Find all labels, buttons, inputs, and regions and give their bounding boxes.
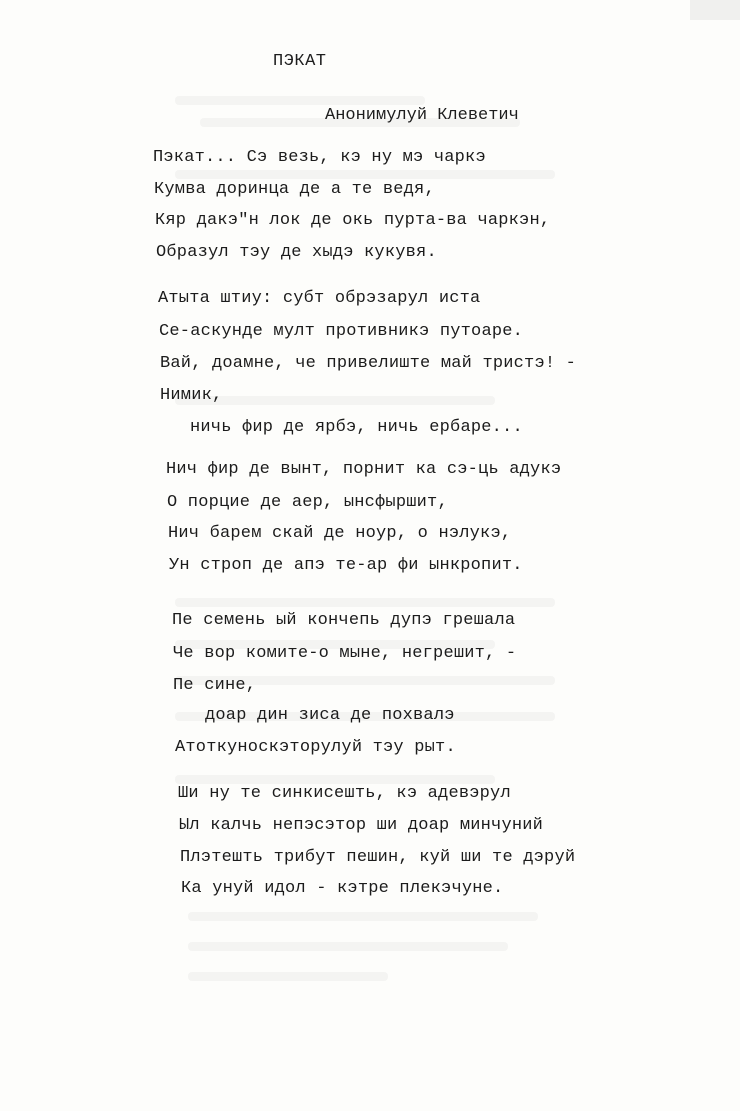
poem-line: Пэкат... Сэ везь, кэ ну мэ чаркэ <box>153 148 486 167</box>
poem-line: Плэтешть трибут пешин, куй ши те дэруй <box>180 848 576 867</box>
bleed-through-mark <box>175 775 495 784</box>
poem-line: Пе сине, <box>173 676 257 695</box>
poem-line: Ыл калчь непэсэтор ши доар минчуний <box>179 816 544 835</box>
poem-line: Нич фир де вынт, порнит ка сэ-ць адукэ <box>166 460 562 479</box>
poem-line: доар дин зиса де похвалэ <box>205 706 455 725</box>
poem-line: Образул тэу де хыдэ кукувя. <box>156 243 437 262</box>
bleed-through-mark <box>175 396 495 405</box>
bleed-through-mark <box>188 942 508 951</box>
bleed-through-mark <box>175 170 555 179</box>
poem-line: Се-аскунде мулт противникэ путоаре. <box>159 322 524 341</box>
poem-line: Кумва доринца де а те ведя, <box>154 180 435 199</box>
bleed-through-mark <box>175 96 425 105</box>
poem-line: Ши ну те синкисешть, кэ адевэрул <box>178 784 511 803</box>
poem-line: Атыта штиу: субт обрэзарул иста <box>158 289 481 308</box>
poem-line: Ка унуй идол - кэтре плекэчуне. <box>181 879 504 898</box>
poem-line: О порцие де аер, ынсфыршит, <box>167 493 448 512</box>
poem-title: ПЭКАТ <box>273 52 327 71</box>
page-corner-shadow <box>690 0 740 20</box>
poem-line: Кяр дакэ"н лок де окь пурта-ва чаркэн, <box>155 211 551 230</box>
bleed-through-mark <box>188 972 388 981</box>
poem-line: Че вор комите-о мыне, негрешит, - <box>173 644 517 663</box>
poem-line: Пе семень ый кончепь дупэ грешала <box>172 611 516 630</box>
poem-line: Атоткуноскэторулуй тэу рыт. <box>175 738 456 757</box>
poem-line: Вай, доамне, че привелиште май тристэ! - <box>160 354 577 373</box>
poem-line: Нимик, <box>160 386 223 405</box>
poem-line: Нич барем скай де ноур, о нэлукэ, <box>168 524 512 543</box>
bleed-through-mark <box>188 912 538 921</box>
bleed-through-mark <box>175 598 555 607</box>
poem-line: ничь фир де ярбэ, ничь ербаре... <box>190 418 523 437</box>
poem-line: Ун строп де апэ те-ар фи ынкропит. <box>169 556 523 575</box>
poem-author: Анонимулуй Клеветич <box>325 106 519 125</box>
